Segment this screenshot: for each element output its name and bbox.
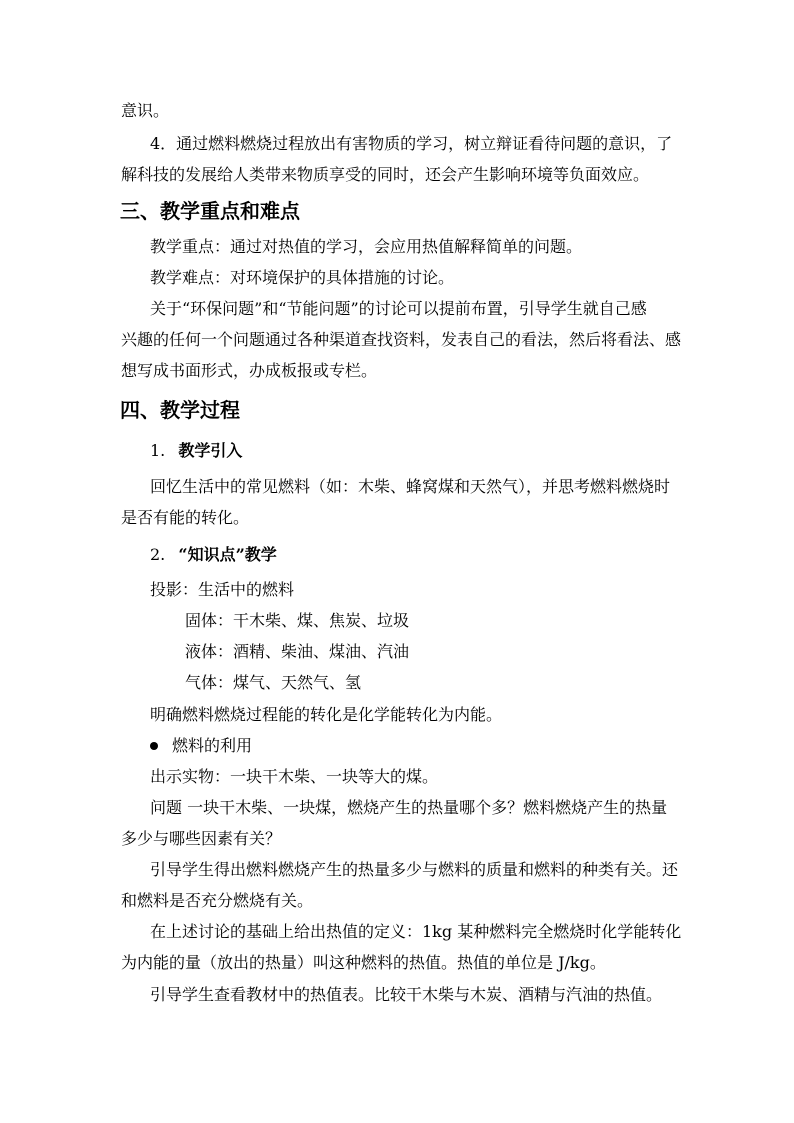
difficulty-line: 教学难点：对环境保护的具体措施的讨论。 (150, 268, 455, 287)
projection-line: 投影：生活中的燃料 (150, 580, 295, 599)
definition-line1: 在上述讨论的基础上给出热值的定义：1kg 某种燃料完全燃烧时化学能转化 (150, 922, 682, 941)
bullet-icon (150, 742, 158, 750)
solid-fuels-line: 固体：干木柴、煤、焦炭、垃圾 (185, 611, 410, 630)
recall-line1: 回忆生活中的常见燃料（如：木柴、蜂窝煤和天然气），并思考燃料燃烧时 (150, 477, 671, 496)
section-heading-4: 四、教学过程 (120, 398, 240, 422)
guide-line2: 和燃料是否充分燃烧有关。 (121, 891, 314, 910)
step-1-heading (150, 441, 242, 461)
question-line1: 问题 一块干木柴、一块煤，燃烧产生的热量哪个多？燃料燃烧产生的热量 (150, 798, 668, 817)
step-2-number: 2. (150, 545, 166, 564)
about-line3: 想写成书面形式，办成板报或专栏。 (121, 361, 378, 380)
about-line2: 兴趣的任何一个问题通过各种渠道查找资料，发表自己的看法，然后将看法、感 (121, 330, 682, 349)
step-1-title: 教学引入 (178, 441, 243, 460)
about-line1: 关于“环保问题”和“节能问题”的讨论可以提前布置，引导学生就自己感 (150, 299, 647, 318)
question-line2: 多少与哪些因素有关？ (121, 829, 282, 848)
section-heading-3: 三、教学重点和难点 (120, 199, 300, 223)
bullet-item (150, 736, 252, 756)
key-point-line: 教学重点：通过对热值的学习，会应用热值解释简单的问题。 (150, 237, 583, 256)
clarify-line: 明确燃料燃烧过程能的转化是化学能转化为内能。 (150, 705, 503, 724)
show-line: 出示实物：一块干木柴、一块等大的煤。 (150, 767, 439, 786)
objective-4-line1: 4．通过燃料燃烧过程放出有害物质的学习，树立辩证看待问题的意识，了 (150, 134, 673, 153)
heat-table-line: 引导学生查看教材中的热值表。比较干木柴与木炭、酒精与汽油的热值。 (150, 985, 663, 1004)
step-2-title: “知识点”教学 (178, 545, 277, 564)
paragraph-line: 意识。 (121, 101, 170, 120)
recall-line2: 是否有能的转化。 (121, 508, 250, 527)
step-1-number: 1. (150, 441, 166, 460)
objective-4-line2: 解科技的发展给人类带来物质享受的同时，还会产生影响环境等负面效应。 (121, 165, 650, 184)
guide-line1: 引导学生得出燃料燃烧产生的热量多少与燃料的质量和燃料的种类有关。还 (150, 860, 679, 879)
definition-line2: 为内能的量（放出的热量）叫这种燃料的热值。热值的单位是 J/kg。 (121, 953, 606, 972)
liquid-fuels-line: 液体：酒精、柴油、煤油、汽油 (185, 642, 410, 661)
gas-fuels-line: 气体：煤气、天然气、氢 (185, 673, 362, 692)
step-2-heading (150, 545, 277, 565)
bullet-item-label: 燃料的利用 (172, 736, 253, 755)
